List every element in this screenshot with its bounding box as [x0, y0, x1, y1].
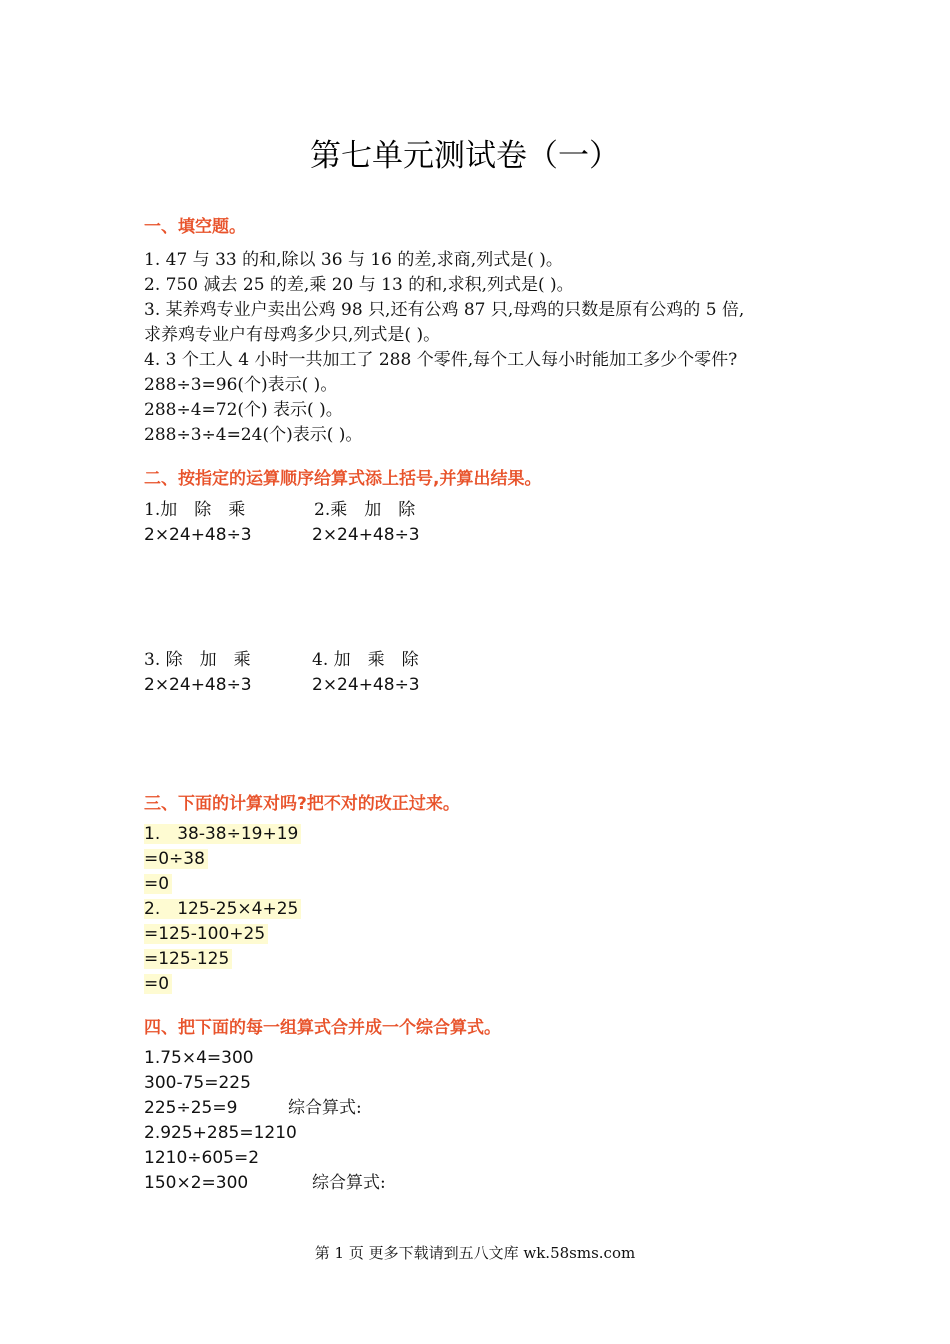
- section-heading-check-calc: 三、下面的计算对吗?把不对的改正过来。: [144, 794, 460, 814]
- combined-label: 综合算式:: [288, 1098, 362, 1118]
- question-line: 2. 750 减去 25 的差,乘 20 与 13 的和,求积,列式是( )。: [144, 275, 574, 295]
- calc-line: =0: [144, 874, 172, 894]
- formula-line: 1.75×4=300: [144, 1048, 254, 1068]
- section-heading-combine: 四、把下面的每一组算式合并成一个综合算式。: [144, 1018, 501, 1038]
- formula-line: 150×2=300: [144, 1173, 249, 1193]
- question-line: 4. 3 个工人 4 小时一共加工了 288 个零件,每个工人每小时能加工多少个零件?: [144, 350, 738, 370]
- formula-line: 1210÷605=2: [144, 1148, 260, 1168]
- calc-line: =125-100+25: [144, 924, 268, 944]
- formula-line: 225÷25=9: [144, 1098, 238, 1118]
- calc-line: =0÷38: [144, 849, 208, 869]
- page-footer: 第 1 页 更多下载请到五八文库 wk.58sms.com: [314, 1244, 636, 1262]
- formula-line: 2.925+285=1210: [144, 1123, 297, 1143]
- section-heading-add-brackets: 二、按指定的运算顺序给算式添上括号,并算出结果。: [144, 469, 542, 489]
- order-label-3: 3. 除 加 乘: [144, 650, 251, 670]
- calc-line: 1. 38-38÷19+19: [144, 824, 301, 844]
- order-label-2: 2.乘 加 除: [314, 500, 416, 520]
- question-line: 3. 某养鸡专业户卖出公鸡 98 只,还有公鸡 87 只,母鸡的只数是原有公鸡的 5 倍,: [144, 300, 745, 320]
- expression-4: 2×24+48÷3: [312, 675, 420, 695]
- combined-label: 综合算式:: [312, 1173, 386, 1193]
- calc-line: 2. 125-25×4+25: [144, 899, 301, 919]
- question-line: 求养鸡专业户有母鸡多少只,列式是( )。: [144, 325, 441, 345]
- expression-1: 2×24+48÷3: [144, 525, 252, 545]
- order-label-4: 4. 加 乘 除: [312, 650, 419, 670]
- question-line: 288÷3÷4=24(个)表示( )。: [144, 425, 363, 445]
- calc-line: =125-125: [144, 949, 232, 969]
- calc-line: =0: [144, 974, 172, 994]
- expression-3: 2×24+48÷3: [144, 675, 252, 695]
- order-label-1: 1.加 除 乘: [144, 500, 246, 520]
- formula-line: 300-75=225: [144, 1073, 251, 1093]
- question-line: 288÷4=72(个) 表示( )。: [144, 400, 343, 420]
- question-line: 1. 47 与 33 的和,除以 36 与 16 的差,求商,列式是( )。: [144, 250, 563, 270]
- section-heading-fill-blanks: 一、填空题。: [144, 217, 246, 237]
- page-title: 第七单元测试卷（一）: [310, 138, 620, 174]
- expression-2: 2×24+48÷3: [312, 525, 420, 545]
- question-line: 288÷3=96(个)表示( )。: [144, 375, 338, 395]
